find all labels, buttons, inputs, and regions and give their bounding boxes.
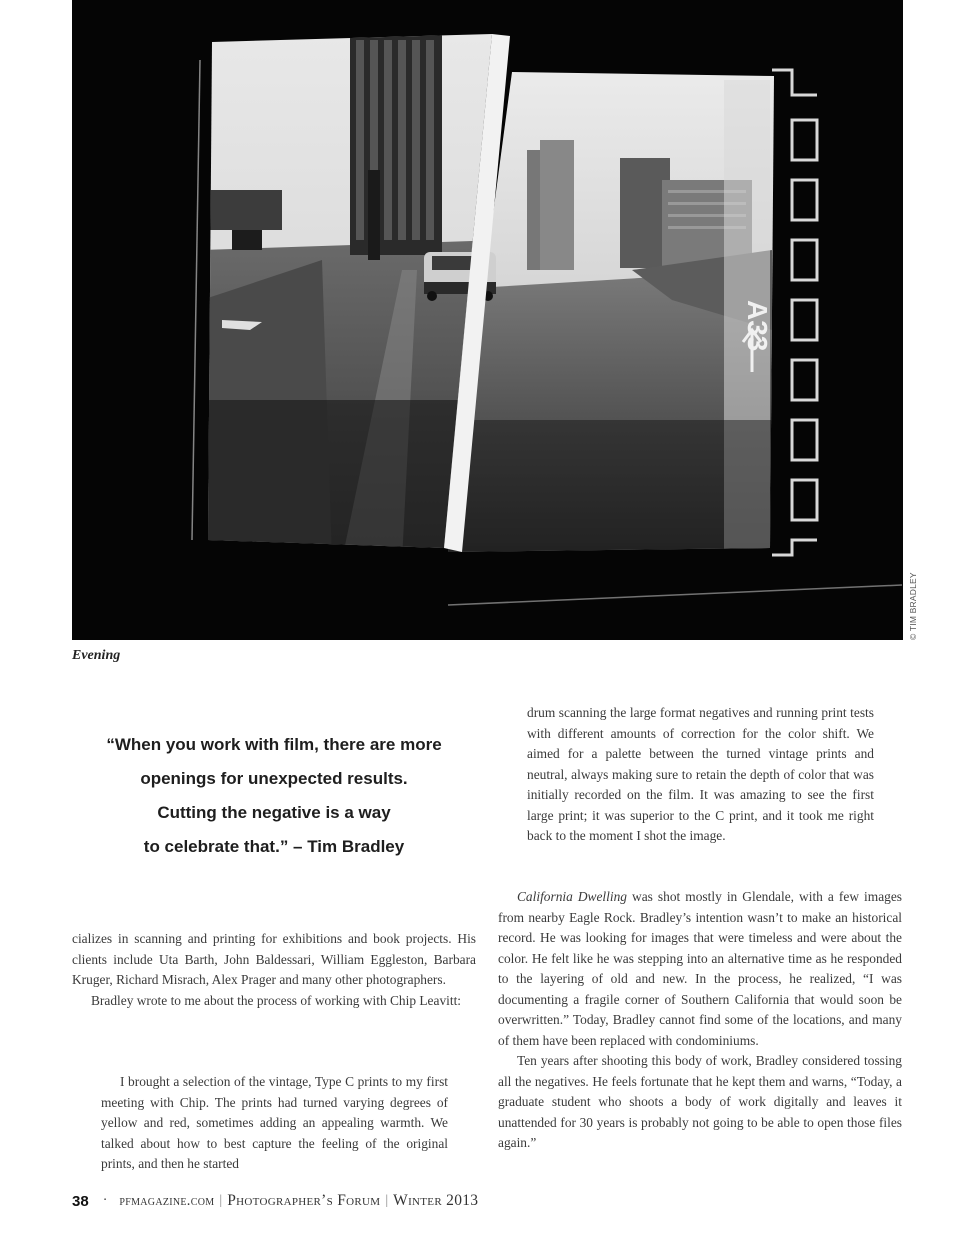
work-title: California Dwelling: [517, 889, 627, 904]
pull-quote-line: to celebrate that.” – Tim Bradley: [143, 837, 405, 856]
block-quote-text: drum scanning the large format negatives and running print tests with different amounts of correction for the color shift. We aimed for a palette between the turned vintage prints and neutral, always making sure to retain the depth of color that was initially recorded on the film. It was amazing to see the first large print; it was superior to the C print, and it took me right back to the moment I shot the image.: [527, 705, 874, 843]
right-column: [498, 887, 902, 1154]
photo-credit: [904, 568, 922, 640]
body-paragraph: Bradley wrote to me about the process of working with Chip Leavitt:: [91, 992, 462, 1008]
footer-pipe: |: [219, 1193, 223, 1208]
film-edge-mark: A33: [742, 300, 773, 352]
photo-caption: Evening: [72, 648, 121, 663]
body-paragraph: cializes in scanning and printing for exhibitions and book projects. His clients include Uta Barth, John Baldessari, William Eggleston, Barbara Kruger, Richard Misrach, Alex Prager and many other photographers.: [72, 931, 476, 987]
body-text: was shot mostly in Glendale, with a few images from nearby Eagle Rock. Bradley’s intention wasn’t to make an historical record. He was looking for images that were timeless and were about the color. He felt like he was stepping into an alternative time as he responded to the layering of old and new. In the process, he realized, “I was documenting a fragile corner of Southern California that would soon be overwritten.” Today, Bradley cannot find some of the locations, and many of them have been replaced with condominiums.: [498, 889, 902, 1048]
footer-separator: ·: [102, 1193, 108, 1208]
block-quote-continued: [527, 703, 874, 847]
pull-quote-line: Cutting the negative is a way: [157, 803, 391, 822]
footer-site: pfmagazine.com: [119, 1192, 215, 1209]
footer-magazine: Photographer’s Forum: [227, 1192, 381, 1209]
block-quote: [101, 1072, 448, 1175]
film-negative-image: [72, 0, 903, 640]
page-footer: [72, 1190, 478, 1212]
pull-quote-line: “When you work with film, there are more: [106, 735, 442, 754]
photo-credit-text: © TIM BRADLEY: [908, 572, 918, 640]
photo-evening: [72, 0, 903, 640]
footer-pipe: |: [385, 1193, 389, 1208]
pull-quote-line: openings for unexpected results.: [140, 769, 408, 788]
block-quote-text: I brought a selection of the vintage, Type C prints to my first meeting with Chip. The prints had turned varying degrees of yellow and red, sometimes adding an appealing warmth. We talked about how to best capture the feeling of the original prints, and then he started: [101, 1074, 448, 1171]
body-paragraph: [498, 887, 902, 1051]
footer-issue: Winter 2013: [393, 1192, 479, 1209]
pull-quote: [72, 728, 476, 864]
page-number: 38: [72, 1192, 89, 1210]
body-paragraph: Ten years after shooting this body of work, Bradley considered tossing all the negatives. He feels fortunate that he kept them and warns, “Today, a graduate student who shoots a body of work digitally and leaves it unattended for 30 years is probably not going to be able to open those files again.”: [498, 1053, 902, 1150]
left-column: [72, 929, 476, 1011]
film-sprocket-edge: [772, 70, 817, 555]
